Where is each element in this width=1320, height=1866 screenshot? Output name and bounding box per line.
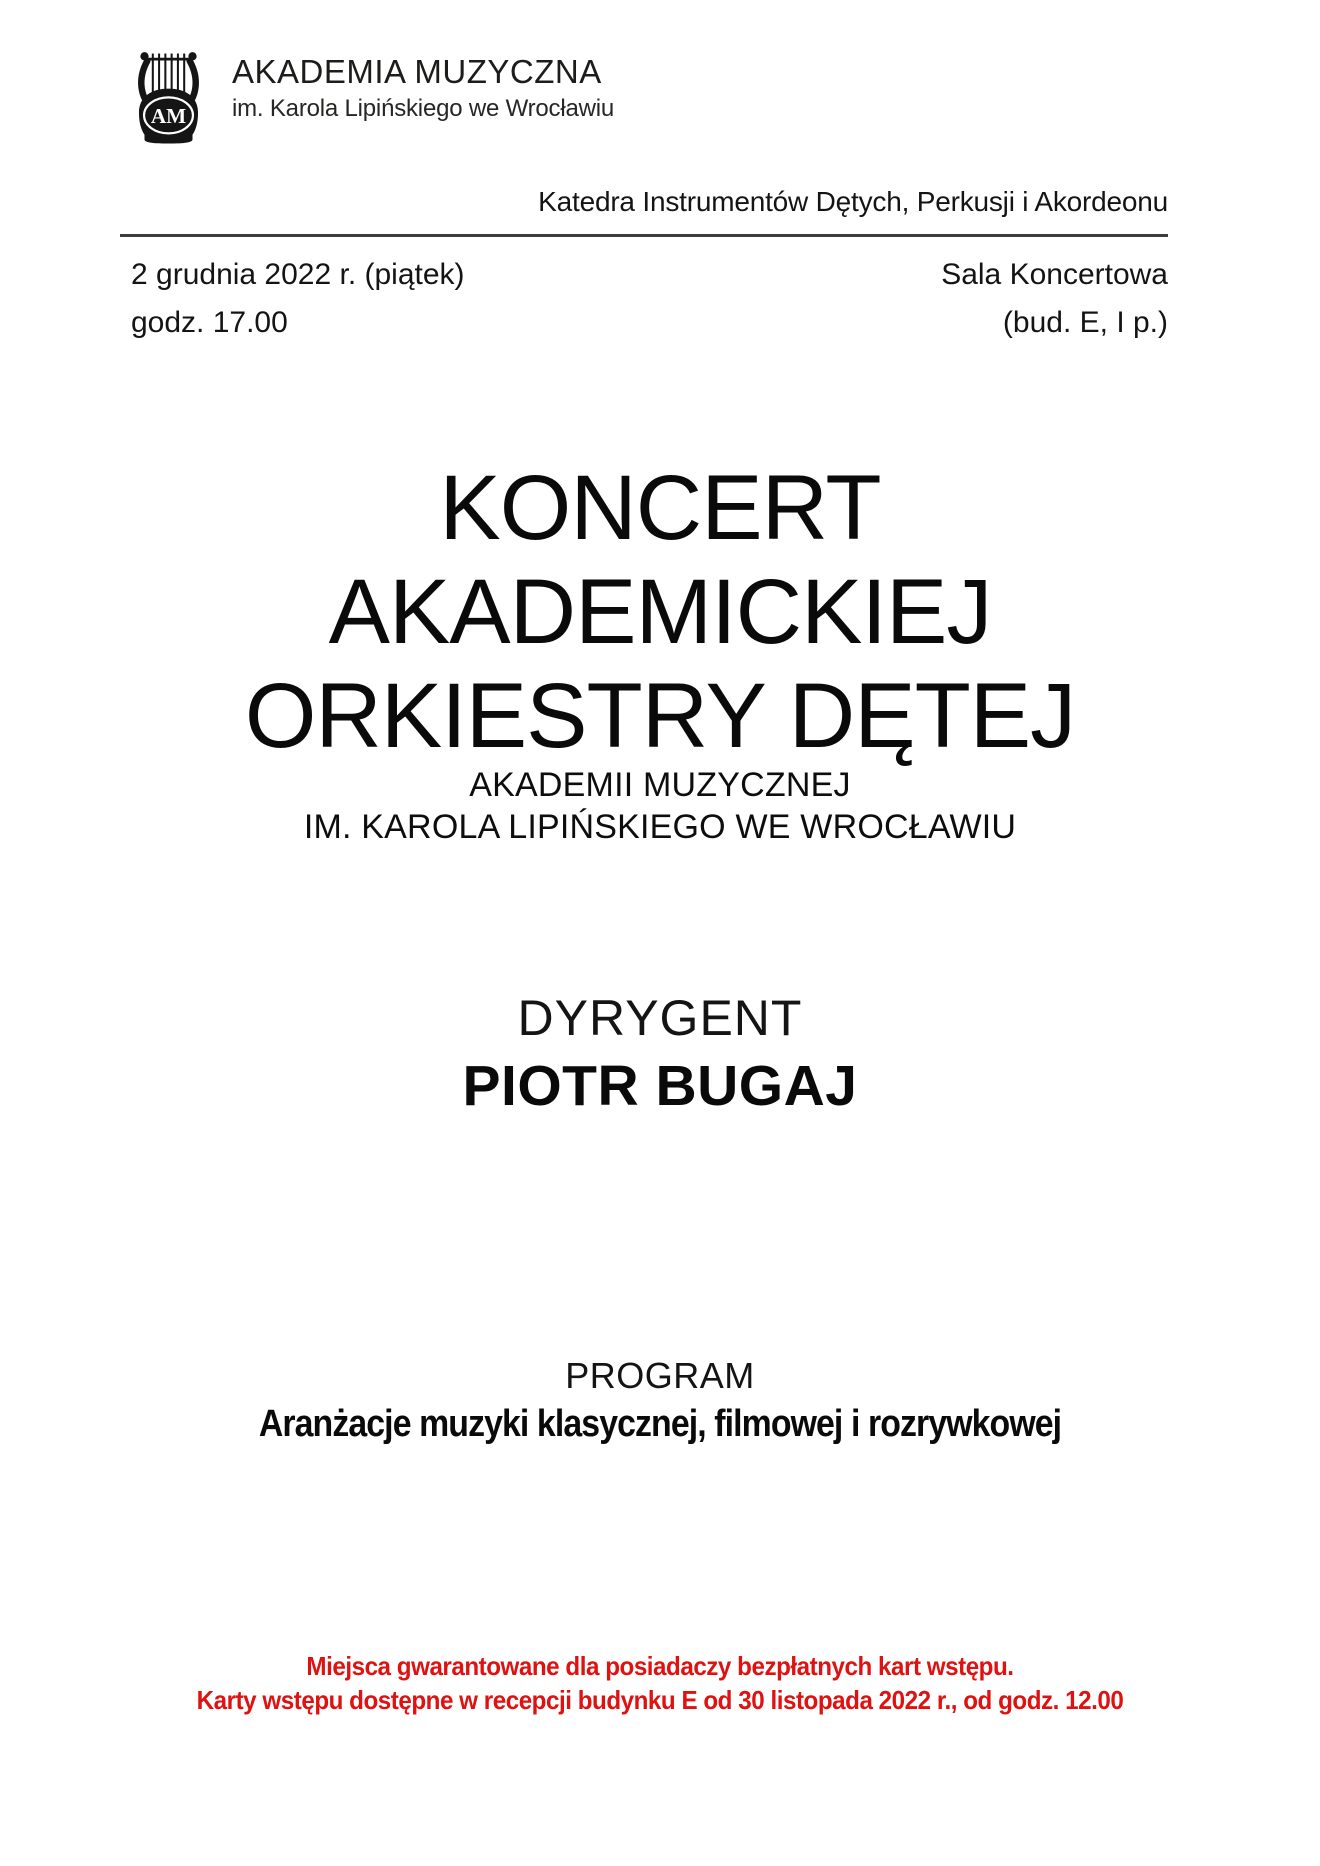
conductor-label: DYRYGENT [517, 990, 803, 1046]
concert-subtitle-line-1: AKADEMII MUZYCZNEJ [469, 766, 851, 804]
event-info-row-1 [131, 258, 1168, 292]
program-label: PROGRAM [565, 1355, 755, 1396]
event-time: godz. 17.00 [131, 306, 288, 339]
concert-title [0, 456, 1320, 768]
conductor-name: PIOTR BUGAJ [462, 1054, 858, 1118]
event-venue: Sala Koncertowa [941, 258, 1168, 291]
program-section [0, 1354, 1320, 1447]
concert-subtitle [0, 764, 1320, 848]
event-info-row-2 [131, 306, 1168, 340]
academy-name: AKADEMIA MUZYCZNA [232, 53, 602, 90]
concert-title-line-1: KONCERT [439, 457, 881, 559]
program-description: Aranżacje muzyki klasycznej, filmowej i rozrywkowej [258, 1403, 1062, 1445]
concert-subtitle-line-2: IM. KAROLA LIPIŃSKIEGO WE WROCŁAWIU [303, 808, 1017, 846]
concert-title-line-2: AKADEMICKIEJ [328, 561, 992, 663]
lyre-icon [122, 48, 215, 144]
lyre-right-finial [188, 52, 196, 60]
admission-notice [0, 1649, 1320, 1717]
academy-lyre-logo-icon [122, 48, 215, 144]
academy-brand [232, 52, 614, 124]
lyre-left-finial [140, 52, 148, 60]
event-date: 2 grudnia 2022 r. (piątek) [131, 258, 465, 291]
am-monogram: AM [150, 104, 187, 129]
conductor-section [0, 990, 1320, 1118]
header-divider [120, 234, 1168, 237]
event-venue-detail: (bud. E, I p.) [1002, 306, 1168, 339]
admission-notice-line-2: Karty wstępu dostępne w recepcji budynku E od 30 listopada 2022 r., od godz. 12.00 [196, 1685, 1124, 1715]
department-name: Katedra Instrumentów Dętych, Perkusji i Akordeonu [538, 186, 1168, 217]
academy-patron: im. Karola Lipińskiego we Wrocławiu [232, 95, 615, 122]
concert-title-line-3: ORKIESTRY DĘTEJ [244, 665, 1076, 767]
admission-notice-line-1: Miejsca gwarantowane dla posiadaczy bezpłatnych kart wstępu. [306, 1651, 1014, 1681]
